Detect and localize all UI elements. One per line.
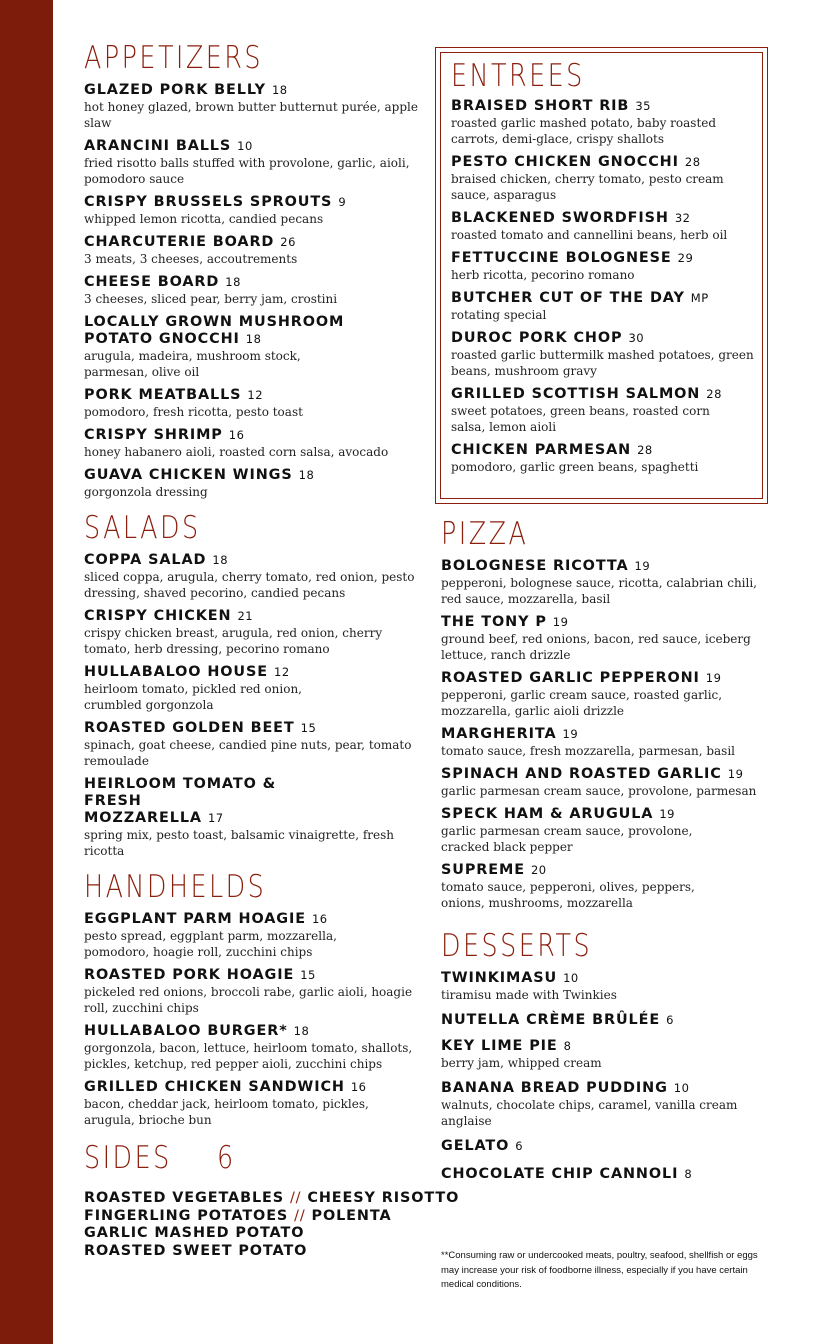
- salads-title: SALADS: [84, 510, 201, 546]
- item-price: 28: [706, 387, 722, 401]
- left-column: [84, 40, 460, 1260]
- item-price: 30: [628, 331, 645, 345]
- menu-item: [451, 290, 754, 323]
- item-price: 28: [637, 443, 653, 457]
- menu-item: [84, 467, 419, 500]
- menu-item: [451, 210, 754, 243]
- separator: //: [294, 1207, 306, 1224]
- desserts-section: [441, 928, 776, 1190]
- sides-line: [84, 1190, 460, 1208]
- menu-item: [441, 1166, 776, 1183]
- menu-item: [441, 970, 776, 1003]
- item-description: honey habanero aioli, roasted corn salsa, avocado: [84, 445, 389, 459]
- item-description: gorgonzola dressing: [84, 485, 208, 499]
- item-description: pomodoro, fresh ricotta, pesto toast: [84, 405, 303, 419]
- menu-item: [441, 766, 776, 799]
- menu-item: [441, 1138, 776, 1155]
- appetizers-title: APPETIZERS: [84, 40, 264, 76]
- menu-item: [84, 427, 419, 460]
- menu-item: [441, 558, 776, 607]
- item-price: 10: [237, 139, 253, 153]
- menu-item: [441, 670, 776, 719]
- item-name: COPPA SALAD: [84, 552, 207, 568]
- item-description: tomato sauce, pepperoni, olives, peppers, onions, mushrooms, mozzarella: [441, 880, 695, 910]
- item-price: 32: [674, 211, 691, 225]
- menu-item: [451, 98, 754, 147]
- sides-price: 6: [216, 1140, 236, 1176]
- menu-item: [441, 862, 776, 911]
- item-price: 19: [659, 807, 675, 821]
- menu-item: [441, 1012, 776, 1029]
- menu-item: [84, 552, 419, 601]
- item-name: GELATO: [441, 1138, 510, 1154]
- item-name: BLACKENED SWORDFISH: [451, 210, 669, 226]
- item-price: 35: [635, 99, 651, 113]
- appetizers-section: [84, 40, 419, 500]
- side-item: POLENTA: [311, 1207, 392, 1224]
- item-name: KEY LIME PIE: [441, 1038, 558, 1054]
- item-description: bacon, cheddar jack, heirloom tomato, pickles, arugula, brioche bun: [84, 1097, 369, 1127]
- item-description: pomodoro, garlic green beans, spaghetti: [451, 460, 699, 474]
- desserts-title: DESSERTS: [441, 928, 593, 964]
- entrees-section: [440, 52, 763, 499]
- item-name: CHARCUTERIE BOARD: [84, 234, 275, 250]
- menu-item: [441, 1038, 776, 1071]
- item-name: DUROC PORK CHOP: [451, 330, 623, 346]
- menu-item: [84, 776, 419, 859]
- menu-item: [451, 442, 754, 475]
- item-price: 16: [350, 1080, 367, 1094]
- entrees-title: ENTREES: [451, 58, 585, 94]
- item-price: 20: [530, 863, 547, 877]
- item-price: 12: [247, 388, 264, 402]
- item-price: 17: [207, 811, 224, 825]
- menu-item: [84, 82, 419, 131]
- item-name: PORK MEATBALLS: [84, 387, 242, 403]
- item-name: CHICKEN PARMESAN: [451, 442, 632, 458]
- item-name: LOCALLY GROWN MUSHROOM POTATO GNOCCHI: [84, 314, 345, 347]
- item-name: THE TONY P: [441, 614, 547, 630]
- item-name: ROASTED PORK HOAGIE: [84, 967, 295, 983]
- food-safety-disclaimer: **Consuming raw or undercooked meats, poultry, seafood, shellfish or eggs may increase your risk of foodborne illness, especially if you have certain medical conditions.: [441, 1250, 758, 1290]
- item-description: roasted garlic buttermilk mashed potatoes, green beans, mushroom gravy: [451, 348, 754, 378]
- item-name: BUTCHER CUT OF THE DAY: [451, 290, 685, 306]
- item-name: HEIRLOOM TOMATO & FRESH MOZZARELLA: [84, 776, 277, 826]
- menu-item: [84, 664, 419, 713]
- item-name: BANANA BREAD PUDDING: [441, 1080, 668, 1096]
- item-description: garlic parmesan cream sauce, provolone, parmesan: [441, 784, 757, 798]
- item-price: 19: [727, 767, 744, 781]
- item-description: hot honey glazed, brown butter butternut purée, apple slaw: [84, 100, 418, 130]
- item-name: MARGHERITA: [441, 726, 557, 742]
- side-item: ROASTED SWEET POTATO: [84, 1242, 308, 1259]
- item-price: 19: [562, 727, 579, 741]
- item-description: roasted tomato and cannellini beans, herb oil: [451, 228, 728, 242]
- item-name: BOLOGNESE RICOTTA: [441, 558, 629, 574]
- separator: //: [289, 1190, 302, 1206]
- item-description: tiramisu made with Twinkies: [441, 988, 617, 1002]
- item-name: CHOCOLATE CHIP CANNOLI: [441, 1166, 679, 1182]
- item-price: 6: [515, 1139, 524, 1153]
- menu-item: [441, 614, 776, 663]
- pizza-title: PIZZA: [441, 516, 529, 552]
- menu-item: [441, 726, 776, 759]
- item-description: 3 meats, 3 cheeses, accoutrements: [84, 252, 298, 266]
- item-description: whipped lemon ricotta, candied pecans: [84, 212, 324, 226]
- handhelds-section: [84, 869, 419, 1128]
- item-price: 8: [684, 1167, 693, 1181]
- item-price: 18: [271, 83, 288, 97]
- item-description: 3 cheeses, sliced pear, berry jam, crostini: [84, 292, 338, 306]
- side-item: FINGERLING POTATOES: [84, 1207, 289, 1224]
- item-description: fried risotto balls stuffed with provolone, garlic, aioli, pomodoro sauce: [84, 156, 410, 186]
- menu-item: [84, 608, 419, 657]
- handhelds-title: HANDHELDS: [84, 869, 267, 905]
- item-description: arugula, madeira, mushroom stock, parmesan, olive oil: [84, 349, 301, 379]
- item-name: ARANCINI BALLS: [84, 138, 232, 154]
- item-name: FETTUCCINE BOLOGNESE: [451, 250, 672, 266]
- item-price: 18: [245, 332, 262, 346]
- pizza-section: [441, 516, 776, 918]
- item-name: HULLABALOO HOUSE: [84, 664, 269, 680]
- sidebar-stripe: [0, 0, 53, 1344]
- entrees-frame: [435, 47, 768, 504]
- menu-item: [84, 194, 419, 227]
- item-price: 12: [274, 665, 290, 679]
- item-description: pesto spread, eggplant parm, mozzarella, pomodoro, hoagie roll, zucchini chips: [84, 929, 337, 959]
- item-description: gorgonzola, bacon, lettuce, heirloom tomato, shallots, pickles, ketchup, red pepper aioli, zucchini chips: [84, 1041, 413, 1071]
- menu-item: [451, 154, 754, 203]
- side-item: CHEESY RISOTTO: [307, 1190, 460, 1206]
- item-description: herb ricotta, pecorino romano: [451, 268, 635, 282]
- item-price: 6: [666, 1013, 674, 1027]
- item-name: GUAVA CHICKEN WINGS: [84, 467, 293, 483]
- item-price: 26: [280, 235, 296, 249]
- menu-item: [451, 386, 754, 435]
- item-price: 18: [212, 553, 229, 567]
- menu-item: [451, 250, 754, 283]
- item-price: 28: [684, 155, 701, 169]
- item-price: 18: [298, 468, 315, 482]
- menu-item: [84, 967, 419, 1016]
- item-description: pepperoni, garlic cream sauce, roasted garlic, mozzarella, garlic aioli drizzle: [441, 688, 723, 718]
- item-name: HULLABALOO BURGER*: [84, 1023, 288, 1039]
- item-price: MP: [690, 291, 709, 305]
- item-price: 10: [563, 971, 579, 985]
- menu-item: [84, 911, 419, 960]
- item-name: BRAISED SHORT RIB: [451, 98, 630, 114]
- menu-item: [84, 138, 419, 187]
- item-description: spinach, goat cheese, candied pine nuts, pear, tomato remoulade: [84, 738, 412, 768]
- item-price: 16: [311, 912, 328, 926]
- salads-section: [84, 510, 419, 859]
- menu-item: [451, 330, 754, 379]
- item-description: crispy chicken breast, arugula, red onion, cherry tomato, herb dressing, pecorino romano: [84, 626, 383, 656]
- item-name: NUTELLA CRÈME BRÛLÉE: [441, 1012, 661, 1028]
- item-price: 9: [338, 195, 347, 209]
- item-price: 10: [673, 1081, 690, 1095]
- menu-item: [84, 1079, 419, 1128]
- item-price: 18: [225, 275, 241, 289]
- item-name: CRISPY SHRIMP: [84, 427, 223, 443]
- item-name: TWINKIMASU: [441, 970, 558, 986]
- item-name: SPECK HAM & ARUGULA: [441, 806, 654, 822]
- item-description: roasted garlic mashed potato, baby roasted carrots, demi-glace, crispy shallots: [451, 116, 717, 146]
- item-name: SUPREME: [441, 862, 525, 878]
- menu-item: [84, 234, 419, 267]
- item-description: spring mix, pesto toast, balsamic vinaigrette, fresh ricotta: [84, 828, 395, 858]
- item-description: heirloom tomato, pickled red onion, crumbled gorgonzola: [84, 682, 302, 712]
- item-price: 19: [552, 615, 569, 629]
- item-price: 21: [237, 609, 254, 623]
- item-name: CRISPY BRUSSELS SPROUTS: [84, 194, 333, 210]
- menu-item: [84, 314, 419, 380]
- item-price: 15: [300, 721, 317, 735]
- item-description: pickeled red onions, broccoli rabe, garlic aioli, hoagie roll, zucchini chips: [84, 985, 413, 1015]
- item-description: pepperoni, bolognese sauce, ricotta, calabrian chili, red sauce, mozzarella, basil: [441, 576, 757, 606]
- menu-item: [84, 387, 419, 420]
- item-name: ROASTED GARLIC PEPPERONI: [441, 670, 700, 686]
- item-description: berry jam, whipped cream: [441, 1056, 602, 1070]
- menu-item: [441, 1080, 776, 1129]
- item-description: tomato sauce, fresh mozzarella, parmesan, basil: [441, 744, 736, 758]
- item-description: sliced coppa, arugula, cherry tomato, red onion, pesto dressing, shaved pecorino, candied pecans: [84, 570, 415, 600]
- side-item: ROASTED VEGETABLES: [84, 1190, 285, 1206]
- menu-item: [84, 274, 419, 307]
- item-description: ground beef, red onions, bacon, red sauce, iceberg lettuce, ranch drizzle: [441, 632, 751, 662]
- item-name: CRISPY CHICKEN: [84, 608, 232, 624]
- item-name: GRILLED SCOTTISH SALMON: [451, 386, 701, 402]
- item-name: EGGPLANT PARM HOAGIE: [84, 911, 306, 927]
- menu-item: [441, 806, 776, 855]
- item-name: SPINACH AND ROASTED GARLIC: [441, 766, 722, 782]
- item-price: 18: [293, 1024, 310, 1038]
- item-name: ROASTED GOLDEN BEET: [84, 720, 295, 736]
- sides-line: [84, 1208, 419, 1226]
- item-description: rotating special: [451, 308, 547, 322]
- item-description: braised chicken, cherry tomato, pesto cream sauce, asparagus: [451, 172, 724, 202]
- item-name: CHEESE BOARD: [84, 274, 220, 290]
- side-item: GARLIC MASHED POTATO: [84, 1225, 305, 1241]
- item-price: 16: [228, 428, 245, 442]
- item-description: garlic parmesan cream sauce, provolone, cracked black pepper: [441, 824, 693, 854]
- item-description: sweet potatoes, green beans, roasted corn salsa, lemon aioli: [451, 404, 710, 434]
- item-name: PESTO CHICKEN GNOCCHI: [451, 154, 679, 170]
- item-price: 15: [300, 968, 316, 982]
- item-price: 8: [563, 1039, 572, 1053]
- sides-section: [84, 1140, 460, 1260]
- menu-item: [84, 720, 419, 769]
- item-price: 19: [705, 671, 722, 685]
- item-price: 29: [677, 251, 694, 265]
- menu-item: [84, 1023, 419, 1072]
- item-name: GLAZED PORK BELLY: [84, 82, 266, 98]
- sides-title: SIDES: [84, 1140, 172, 1176]
- item-price: 19: [634, 559, 651, 573]
- item-name: GRILLED CHICKEN SANDWICH: [84, 1079, 345, 1095]
- item-description: walnuts, chocolate chips, caramel, vanilla cream anglaise: [441, 1098, 738, 1128]
